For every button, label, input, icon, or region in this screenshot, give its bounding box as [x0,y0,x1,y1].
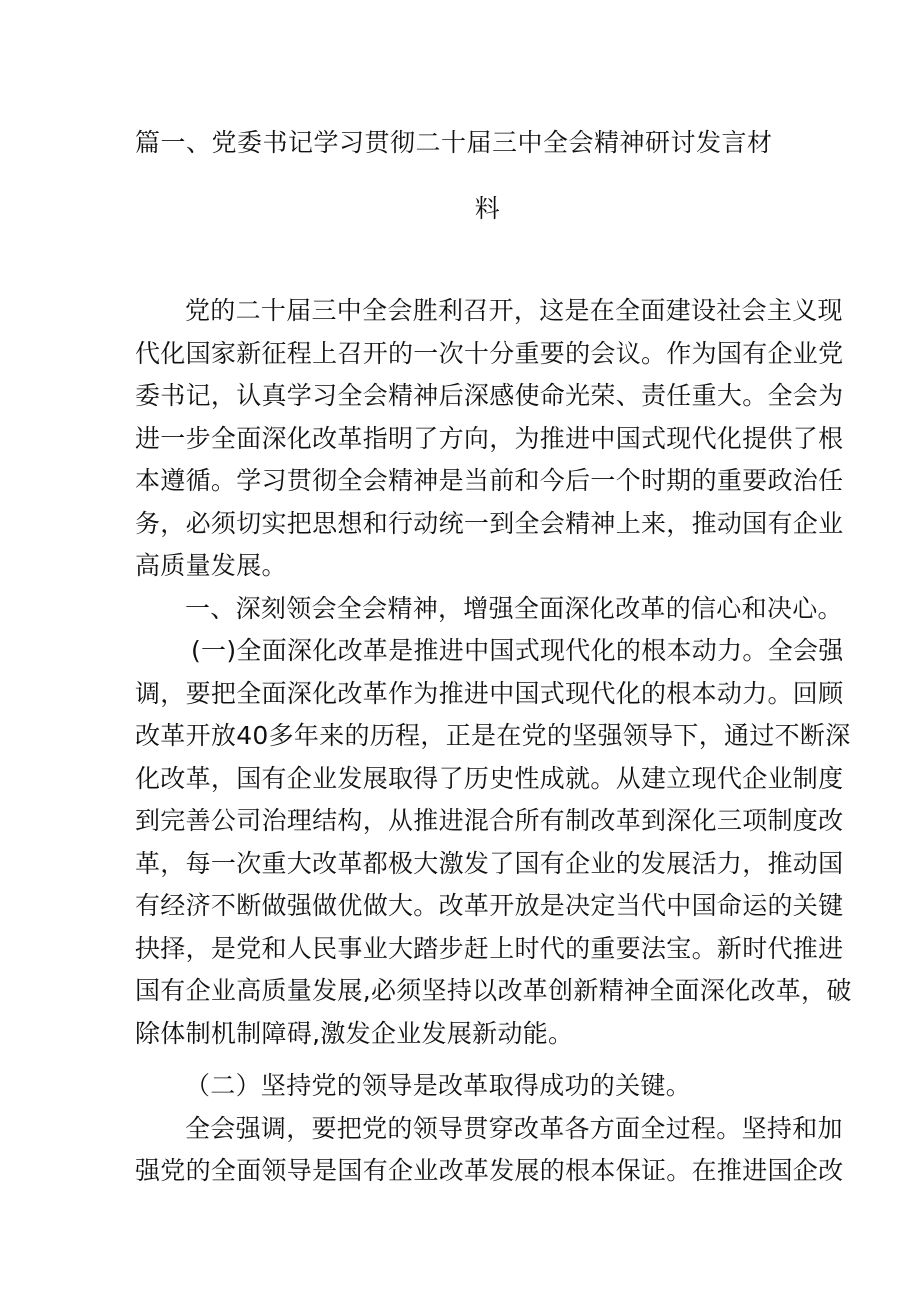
paragraph-line: 高质量发展。 [135,551,287,580]
title-line-1: 篇一、党委书记学习贯彻二十届三中全会精神研讨发言材 [135,128,773,157]
paragraph-line: 务，必须切实把思想和行动统一到全会精神上来，推动国有企业 [135,508,844,538]
subsection-heading: （二）坚持党的领导是改革取得成功的关键。 [185,1071,692,1100]
document-title [135,128,790,224]
paragraph-line: 改革开放40多年来的历程，正是在党的坚强领导下，通过不断深 [135,721,851,750]
title-line-2: 料 [474,194,501,223]
paragraph-line: 进一步全面深化改革指明了方向，为推进中国式现代化提供了根 [135,423,844,453]
subsection-heading-line: (一)全面深化改革是推进中国式现代化的根本动力。全会强 [191,636,844,665]
paragraph-line: 党的二十届三中全会胜利召开，这是在全面建设社会主义现 [185,296,843,325]
paragraph-line: 强党的全面领导是国有企业改革发展的根本保证。在推进国企改 [135,1156,844,1185]
paragraph-line: 化改革，国有企业发展取得了历史性成就。从建立现代企业制度 [135,763,844,793]
section-heading: 一、深刻领会全会精神，增强全面深化改革的信心和决心。 [185,593,843,623]
paragraph-line: 调，要把全面深化改革作为推进中国式现代化的根本动力。回顾 [135,678,844,708]
paragraph-line: 委书记，认真学习全会精神后深感使命光荣、责任重大。全会为 [135,381,844,410]
paragraph-line: 到完善公司治理结构，从推进混合所有制改革到深化三项制度改 [135,806,844,835]
paragraph-line: 抉择，是党和人民事业大踏步赶上时代的重要法宝。新时代推进 [135,933,844,963]
paragraph-line: 有经济不断做强做优做大。改革开放是决定当代中国命运的关键 [135,891,844,920]
paragraph-line: 全会强调，要把党的领导贯穿改革各方面全过程。坚持和加 [185,1113,843,1143]
paragraph-line: 代化国家新征程上召开的一次十分重要的会议。作为国有企业党 [135,338,844,368]
paragraph-line: 本遵循。学习贯彻全会精神是当前和今后一个时期的重要政治任 [135,466,844,495]
document-body [135,290,852,1193]
paragraph-line: 国有企业高质量发展,必须坚持以改革创新精神全面深化改革，破 [135,976,852,1005]
paragraph-line: 除体制机制障碍,激发企业发展新动能。 [135,1018,574,1048]
paragraph-line: 革，每一次重大改革都极大激发了国有企业的发展活力，推动国 [135,848,844,878]
